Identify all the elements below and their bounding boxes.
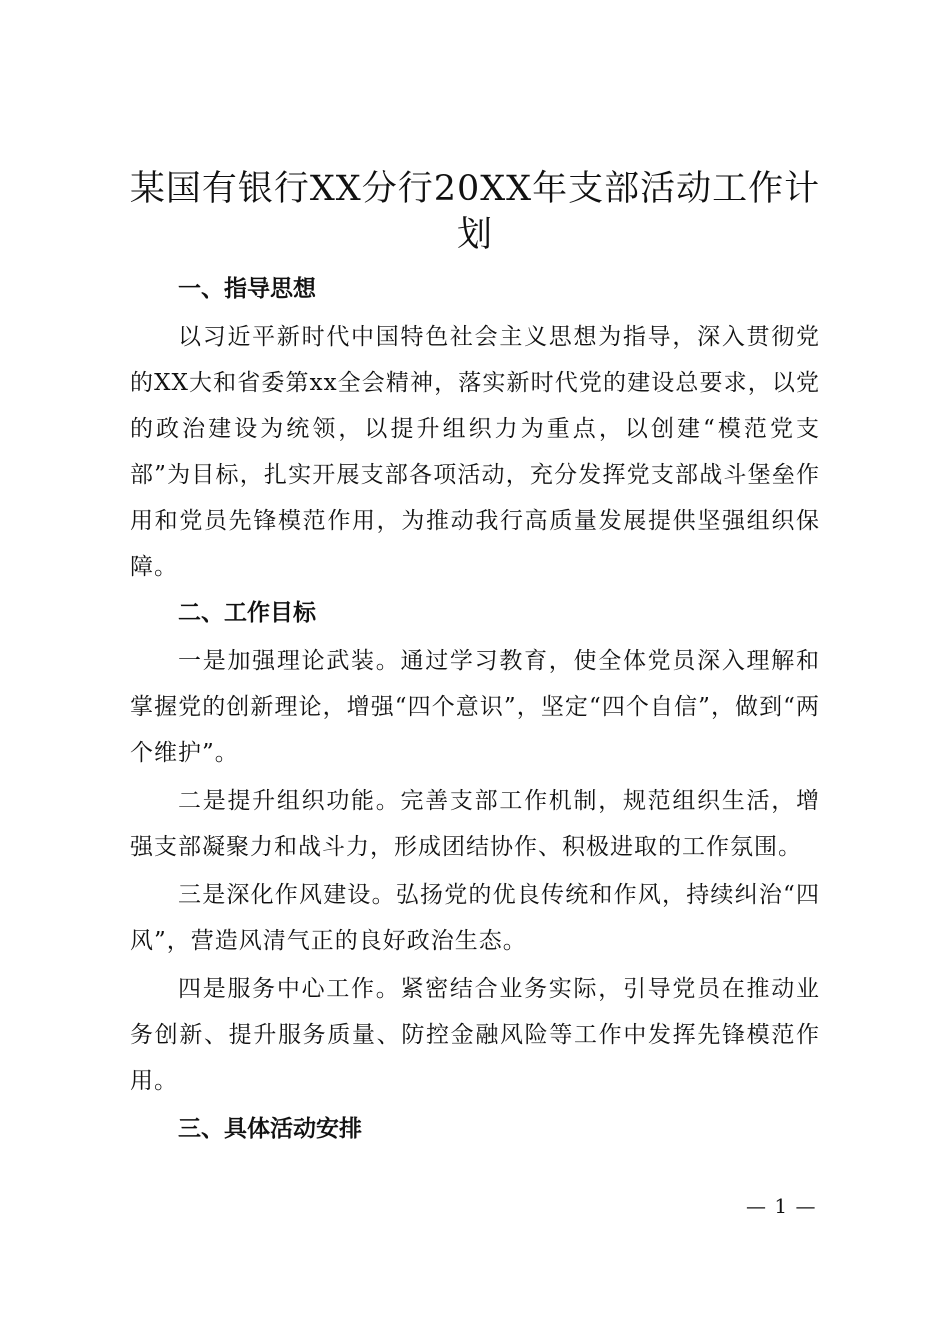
page-number: — 1 —: [746, 1194, 817, 1218]
paragraph-goal-service: 四是服务中心工作。紧密结合业务实际，引导党员在推动业务创新、提升服务质量、防控金融风险等工作中发挥先锋模范作用。: [130, 976, 820, 1094]
document-body: [130, 270, 820, 1148]
section-heading-activity-arrangement: 三、具体活动安排: [178, 1116, 362, 1142]
document-title: 某国有银行XX分行20XX年支部活动工作计划: [129, 169, 821, 255]
section-heading-guiding-ideology: 一、指导思想: [178, 276, 316, 302]
paragraph-goal-theory: 一是加强理论武装。通过学习教育，使全体党员深入理解和掌握党的创新理论，增强“四个意识”，坚定“四个自信”，做到“两个维护”。: [130, 648, 820, 766]
paragraph-guiding-ideology: 以习近平新时代中国特色社会主义思想为指导，深入贯彻党的XX大和省委第xx全会精神，落实新时代党的建设总要求，以党的政治建设为统领，以提升组织力为重点，以创建“模范党支部”为目标，扎实开展支部各项活动，充分发挥党支部战斗堡垒作用和党员先锋模范作用，为推动我行高质量发展提供坚强组织保障。: [130, 324, 820, 580]
section-heading-work-goals: 二、工作目标: [178, 600, 316, 626]
paragraph-goal-organization: 二是提升组织功能。完善支部工作机制，规范组织生活，增强支部凝聚力和战斗力，形成团结协作、积极进取的工作氛围。: [130, 788, 820, 860]
paragraph-goal-style: 三是深化作风建设。弘扬党的优良传统和作风，持续纠治“四风”，营造风清气正的良好政治生态。: [130, 882, 820, 954]
